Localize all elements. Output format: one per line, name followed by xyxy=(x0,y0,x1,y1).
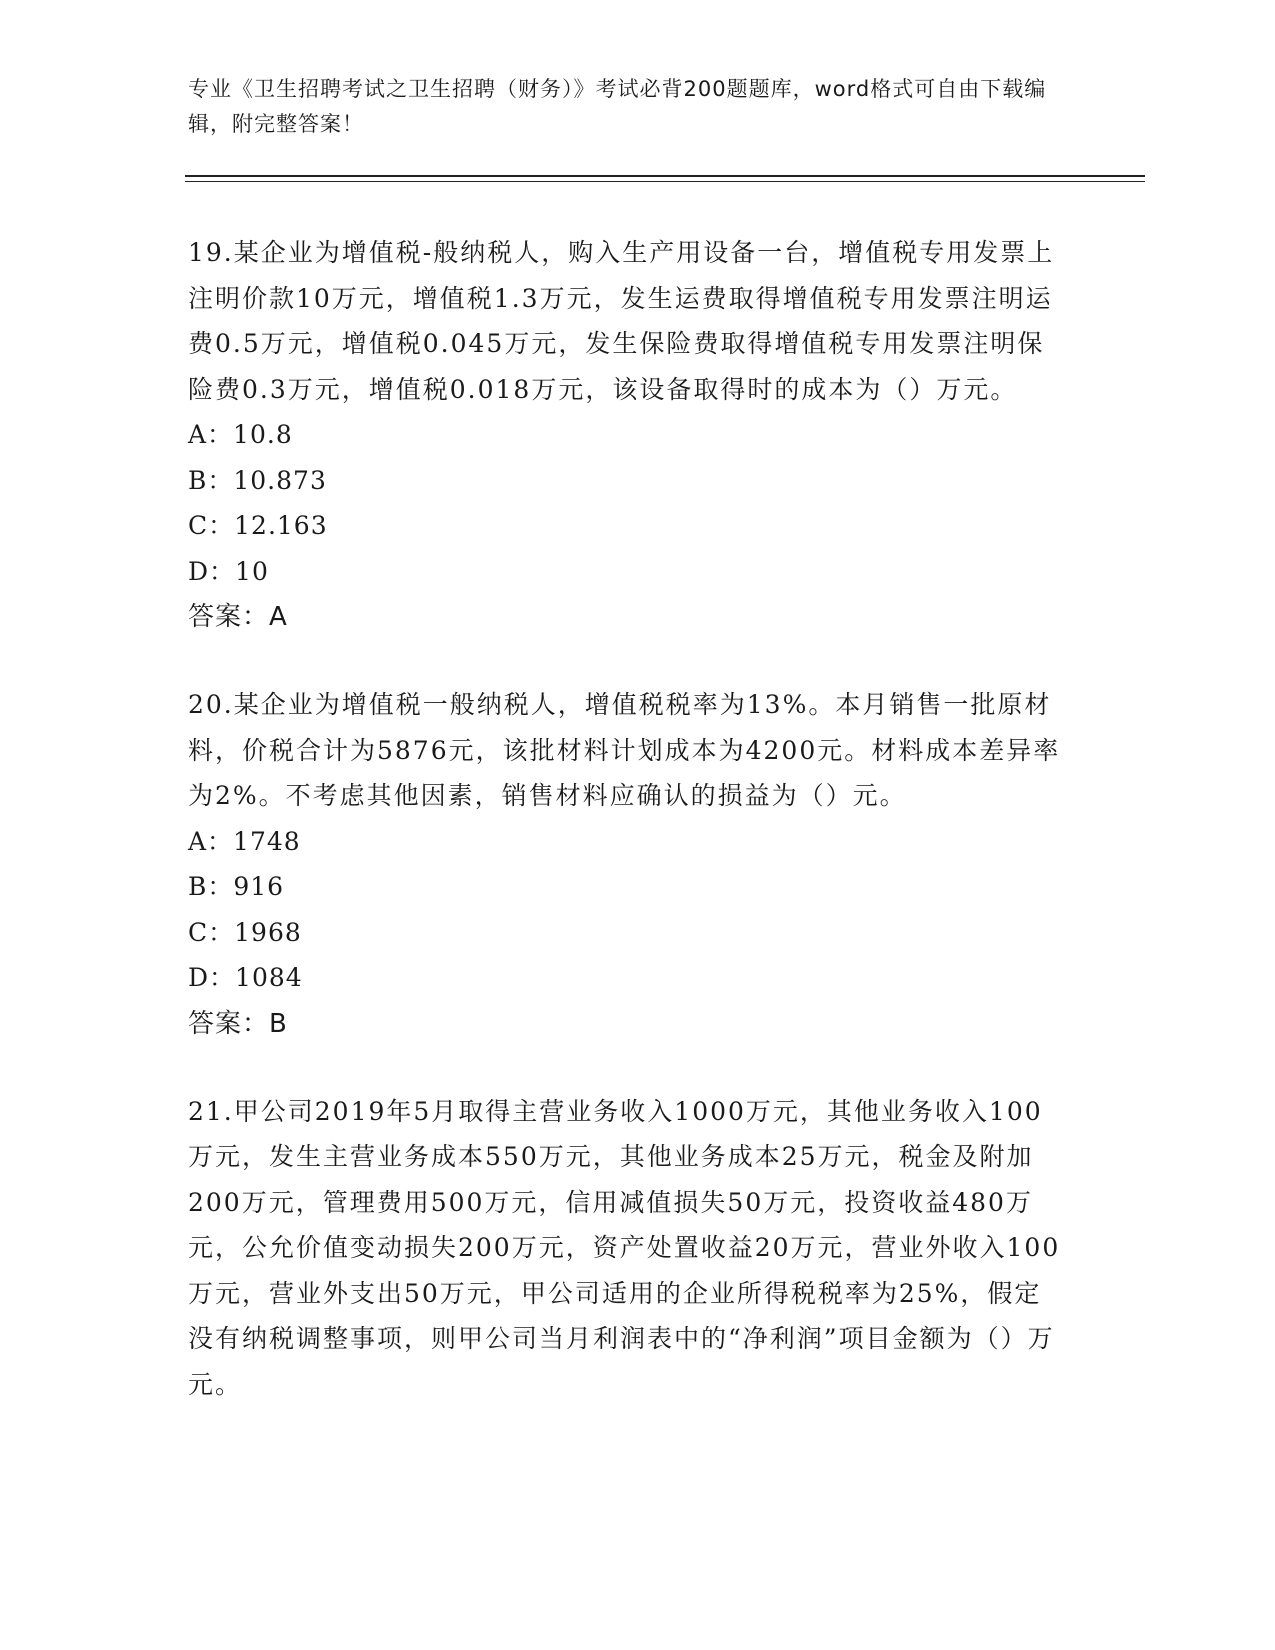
question-stem: 21.甲公司2019年5月取得主营业务收入1000万元，其他业务收入100万元，发生主营业务成本550万元，其他业务成本25万元，税金及附加200万元，管理费用500万元，信用减值损失50万元，投资收益480万元，公允价值变动损失200万元，资产处置收益20万元，营业外收入100万元，营业外支出50万元，甲公司适用的企业所得税税率为25%，假定没有纳税调整事项，则甲公司当月利润表中的“净利润”项目金额为（）万元。 xyxy=(188,1096,1061,1399)
document-header xyxy=(188,72,1088,142)
question-list xyxy=(188,230,1068,1449)
option-a: A：1748 xyxy=(188,826,301,856)
option-a: A：10.8 xyxy=(188,420,293,449)
option-b: B：10.873 xyxy=(188,465,327,495)
header-title: 专业《卫生招聘考试之卫生招聘（财务）》考试必背200题题库，word格式可自由下载编辑，附完整答案！ xyxy=(188,77,1047,136)
header-divider-thin xyxy=(185,181,1145,182)
option-c: C：1968 xyxy=(188,917,302,947)
header-divider-thick xyxy=(185,175,1145,177)
option-b: B：916 xyxy=(188,872,285,901)
question-stem: 19.某企业为增值税-般纳税人，购入生产用设备一台，增值税专用发票上注明价款10万元，增值税1.3万元，发生运费取得增值税专用发票注明运费0.5万元，增值税0.045万元，发生保险费取得增值税专用发票注明保险费0.3万元，增值税0.018万元，该设备取得时的成本为（）万元。 xyxy=(188,238,1055,404)
question-20 xyxy=(188,682,1068,1047)
option-d: D：1084 xyxy=(188,963,303,992)
question-stem: 20.某企业为增值税一般纳税人，增值税税率为13%。本月销售一批原材料，价税合计为5876元，该批材料计划成本为4200元。材料成本差异率为2%。不考虑其他因素，销售材料应确认的损益为（）元。 xyxy=(188,690,1061,810)
answer-line: 答案：B xyxy=(188,1008,288,1039)
question-19 xyxy=(188,230,1068,640)
question-21 xyxy=(188,1089,1068,1408)
option-c: C：12.163 xyxy=(188,511,328,540)
option-d: D：10 xyxy=(188,556,269,586)
answer-line: 答案：A xyxy=(188,602,288,632)
